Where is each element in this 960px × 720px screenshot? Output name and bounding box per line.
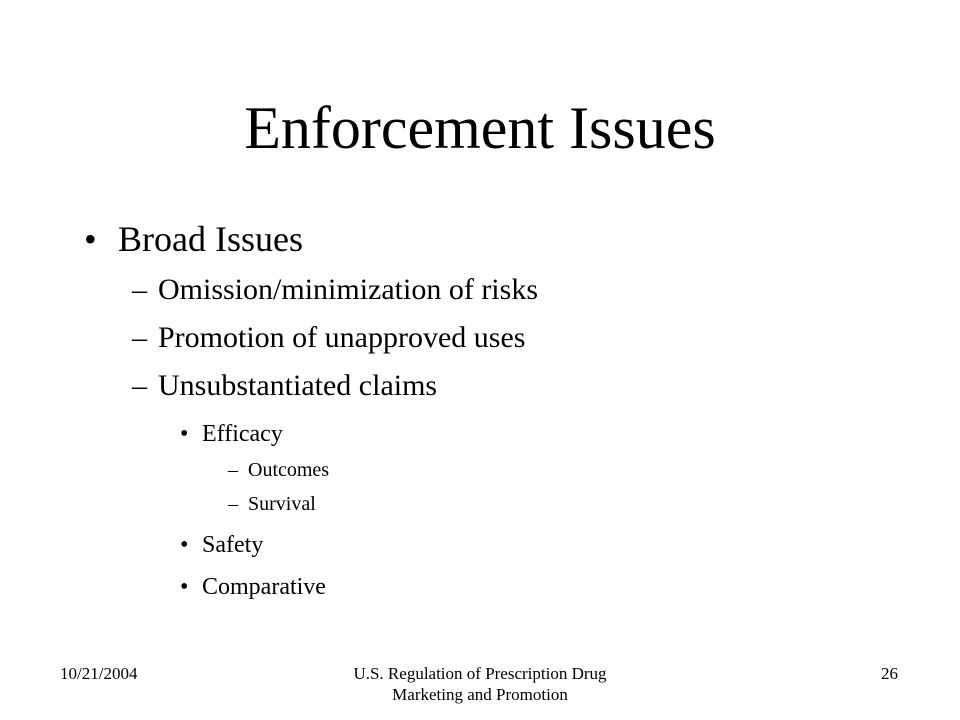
dash-marker: –	[132, 369, 147, 402]
bullet-text: Broad Issues	[118, 219, 303, 259]
bullet-marker: •	[180, 574, 189, 600]
slide-title: Enforcement Issues	[244, 95, 716, 161]
footer-title-line2: Marketing and Promotion	[392, 685, 568, 704]
page-number: 26	[881, 664, 898, 683]
bullet-text: Safety	[202, 532, 264, 558]
sub-bullet-text: Unsubstantiated claims	[158, 369, 438, 402]
dash-marker: –	[132, 321, 147, 354]
bullet-marker: •	[84, 219, 97, 259]
footer-title-line1: U.S. Regulation of Prescription Drug	[353, 664, 607, 683]
bullet-marker: •	[180, 421, 189, 447]
dash-marker: –	[228, 459, 238, 481]
bullet-text: Comparative	[202, 574, 326, 600]
bullet-marker: •	[180, 532, 189, 558]
footer-date: 10/21/2004	[60, 664, 138, 683]
sub-bullet-text: Omission/minimization of risks	[158, 273, 538, 306]
footer-title	[0, 663, 960, 705]
sub-bullet-text: Promotion of unapproved uses	[158, 321, 526, 354]
sub-bullet-text: Survival	[248, 493, 316, 515]
sub-bullet-text: Outcomes	[248, 459, 330, 481]
dash-marker: –	[228, 493, 238, 515]
dash-marker: –	[132, 273, 147, 306]
bullet-text: Efficacy	[202, 421, 283, 447]
